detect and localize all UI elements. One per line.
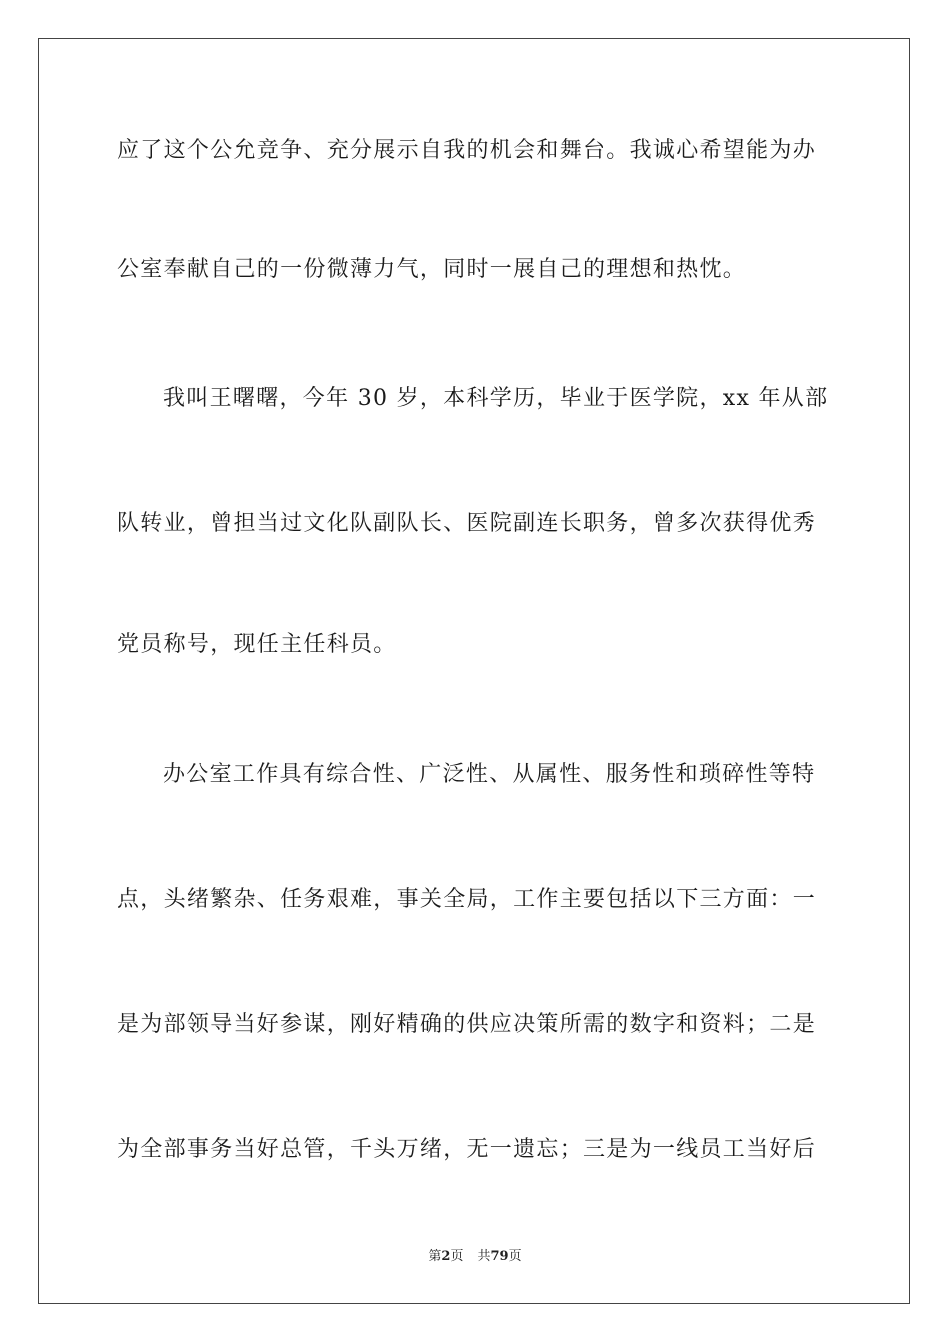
page-footer — [0, 1248, 950, 1266]
page-border — [38, 38, 910, 1304]
body-line-7: 点，头绪繁杂、任务艰难，事关全局，工作主要包括以下三方面：一 — [117, 887, 817, 912]
body-line-3: 我叫王曙曙，今年 30 岁，本科学历，毕业于医学院，xx 年从部 — [163, 386, 829, 411]
page-prefix: 第 — [428, 1249, 442, 1264]
total-pages: 79 — [490, 1249, 509, 1264]
total-suffix: 页 — [508, 1249, 522, 1264]
page-suffix: 页 — [450, 1249, 464, 1264]
total-prefix: 共 — [477, 1249, 491, 1264]
body-line-2: 公室奉献自己的一份微薄力气，同时一展自己的理想和热忱。 — [117, 257, 747, 282]
body-line-6: 办公室工作具有综合性、广泛性、从属性、服务性和琐碎性等特 — [163, 762, 816, 787]
body-line-1: 应了这个公允竞争、充分展示自我的机会和舞台。我诚心希望能为办 — [117, 138, 817, 163]
body-line-8: 是为部领导当好参谋，刚好精确的供应决策所需的数字和资料；二是 — [117, 1012, 817, 1037]
body-line-5: 党员称号，现任主任科员。 — [117, 632, 397, 657]
body-line-9: 为全部事务当好总管，千头万绪，无一遗忘；三是为一线员工当好后 — [117, 1137, 817, 1162]
page-number: 2 — [441, 1249, 451, 1264]
body-line-4: 队转业，曾担当过文化队副队长、医院副连长职务，曾多次获得优秀 — [117, 511, 817, 536]
